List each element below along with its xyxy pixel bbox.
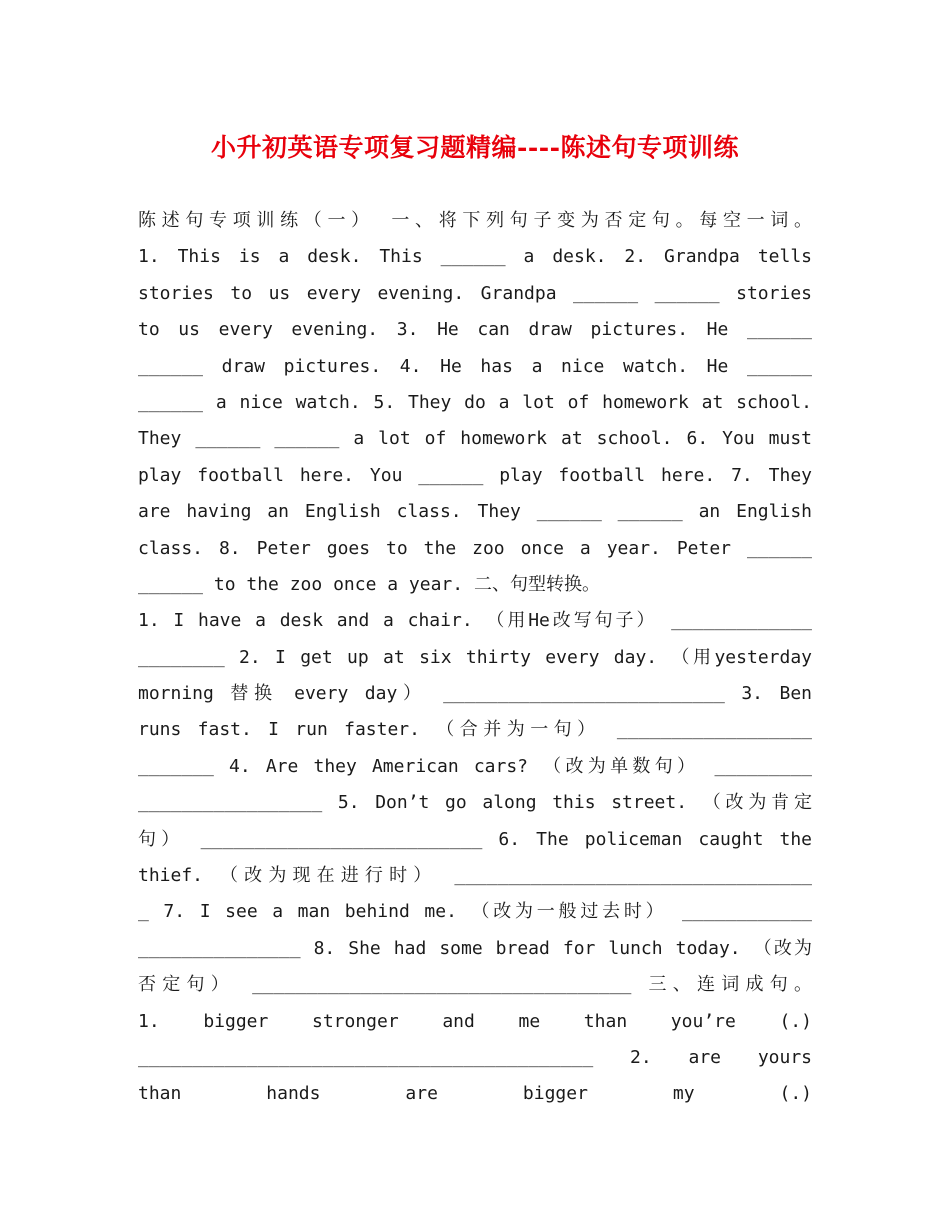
text-line: 否定句） ___________________________________ 三、连词成句。 <box>138 974 812 996</box>
text-line: 句） __________________________ 6. The policeman caught the <box>138 828 812 850</box>
document-title: 小升初英语专项复习题精编----陈述句专项训练 <box>210 133 739 162</box>
text-line: thief. （改为现在进行时） _________________________________ <box>138 865 812 887</box>
text-line: than hands are bigger my (.) <box>138 1083 812 1105</box>
text-line: 1. This is a desk. This ______ a desk. 2. Grandpa tells <box>138 246 812 268</box>
exercise-body <box>138 203 812 1113</box>
text-line: 1. bigger stronger and me than you’re (.) <box>138 1010 812 1032</box>
text-line: to us every evening. 3. He can draw pictures. He ______ <box>138 319 812 341</box>
text-line: morning 替换 every day） __________________________ 3. Ben <box>138 683 812 705</box>
text-line: They ______ ______ a lot of homework at school. 6. You must <box>138 428 812 450</box>
text-line: are having an English class. They ______ ______ an English <box>138 501 812 523</box>
text-line: 陈述句专项训练（一） 一、将下列句子变为否定句。每空一词。 <box>138 210 812 231</box>
text-line: stories to us every evening. Grandpa ______ ______ stories <box>138 282 812 304</box>
text-line: ________ 2. I get up at six thirty every day. （用yesterday <box>138 646 812 668</box>
text-line: __________________________________________ 2. are yours <box>138 1046 812 1068</box>
text-line: class. 8. Peter goes to the zoo once a year. Peter ______ <box>138 537 812 559</box>
text-line: _______________ 8. She had some bread for lunch today. （改为 <box>138 937 812 959</box>
text-line: _________________ 5. Don’t go along this street. （改为肯定 <box>138 792 812 814</box>
text-line: _______ 4. Are they American cars? （改为单数句） _________ <box>138 755 812 777</box>
text-line: 1. I have a desk and a chair. （用He改写句子） _____________ <box>138 610 812 632</box>
text-line: ______ draw pictures. 4. He has a nice watch. He ______ <box>138 355 812 377</box>
text-line: ______ to the zoo once a year. 二、句型转换。 <box>138 573 600 595</box>
text-line: play football here. You ______ play football here. 7. They <box>138 464 812 486</box>
text-line: ______ a nice watch. 5. They do a lot of homework at school. <box>138 391 812 413</box>
text-line: _ 7. I see a man behind me. （改为一般过去时） ____________ <box>138 901 812 923</box>
text-line: runs fast. I run faster. （合并为一句） __________________ <box>138 719 812 741</box>
